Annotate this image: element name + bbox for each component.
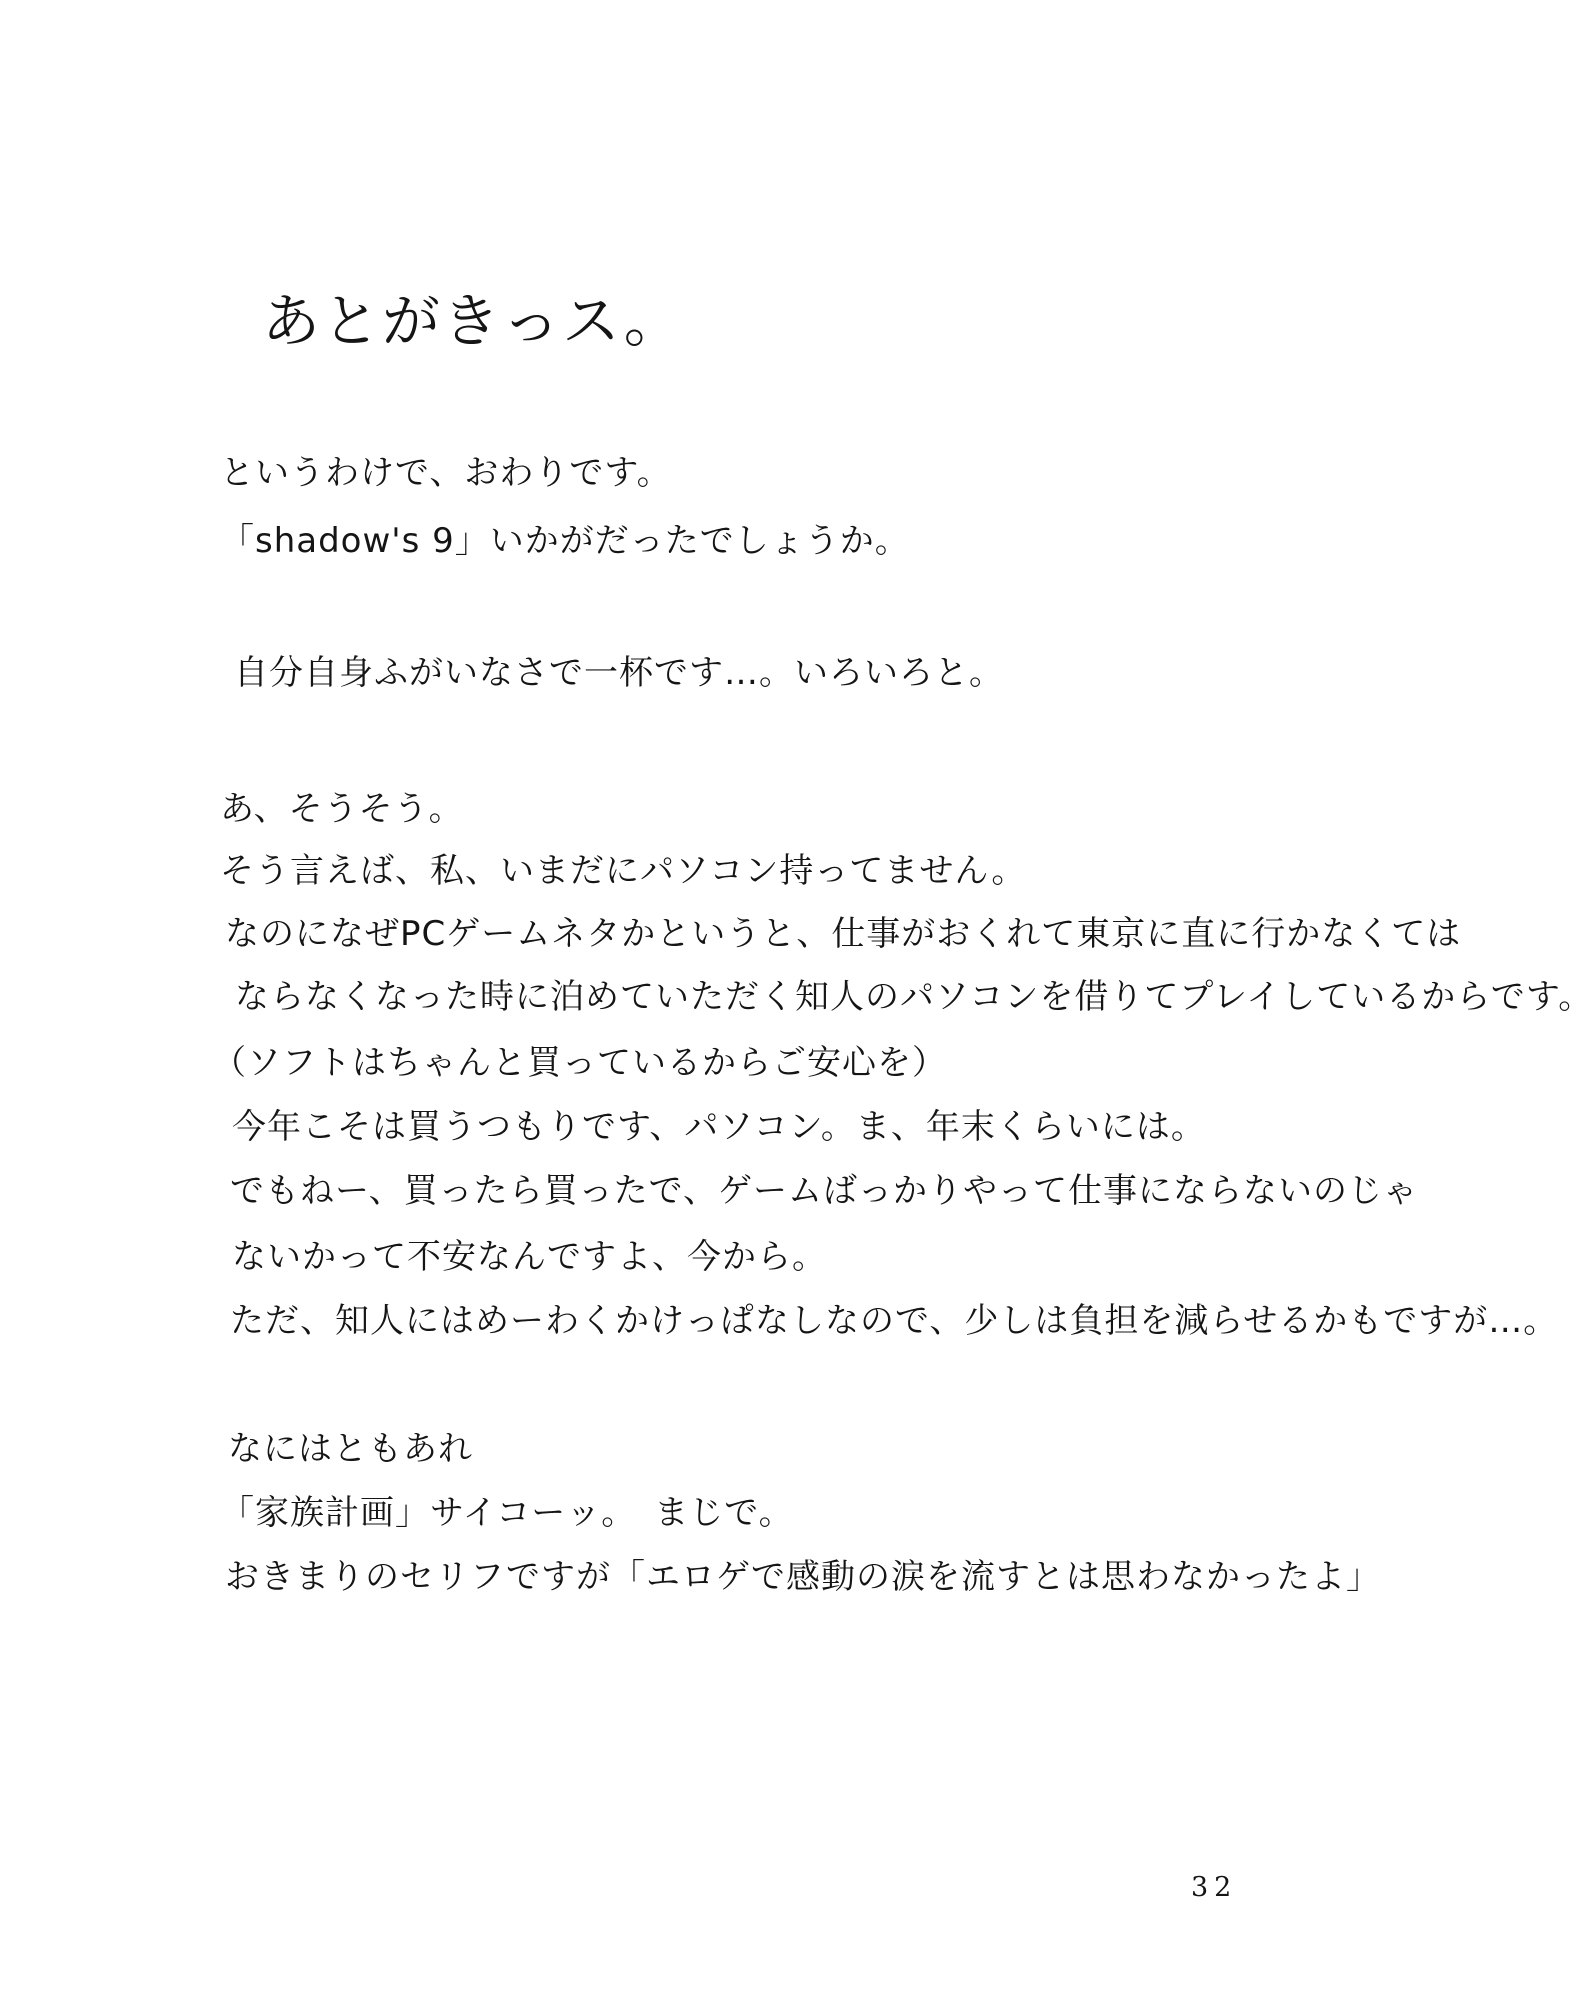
afterword-title: あとがきっス。 — [262, 287, 684, 355]
text-line: おきまりのセリフですが「エロゲで感動の涙を流すとは思わなかったよ」 — [225, 1557, 1382, 1597]
text-line: （ソフトはちゃんと買っているからご安心を） — [212, 1043, 947, 1083]
text-line: ないかって不安なんですよ、今から。 — [232, 1237, 827, 1277]
text-line: 「家族計画」サイコーッ。 まじで。 — [220, 1493, 794, 1533]
text-line: なにはともあれ — [228, 1429, 473, 1469]
text-line: というわけで、おわりです。 — [220, 453, 672, 493]
text-line: ならなくなった時に泊めていただく知人のパソコンを借りてプレイしているからです。 — [235, 977, 1593, 1017]
text-line: ただ、知人にはめーわくかけっぱなしなので、少しは負担を減らせるかもですが…。 — [230, 1301, 1559, 1341]
text-line: なのになぜPCゲームネタかというと、仕事がおくれて東京に直に行かなくては — [225, 914, 1462, 954]
text-line: あ、そうそう。 — [220, 789, 464, 829]
text-line: 今年こそは買うつもりです、パソコン。ま、年末くらいには。 — [232, 1107, 1206, 1147]
text-line: でもねー、買ったら買ったで、ゲームばっかりやって仕事にならないのじゃ — [230, 1171, 1418, 1211]
text-line: そう言えば、私、いまだにパソコン持ってません。 — [220, 851, 1027, 891]
page-number: 32 — [1191, 1872, 1238, 1903]
text-line: 「shadow's 9」いかがだったでしょうか。 — [220, 521, 910, 561]
text-line: 自分自身ふがいなさで一杯です…。いろいろと。 — [234, 653, 1004, 693]
